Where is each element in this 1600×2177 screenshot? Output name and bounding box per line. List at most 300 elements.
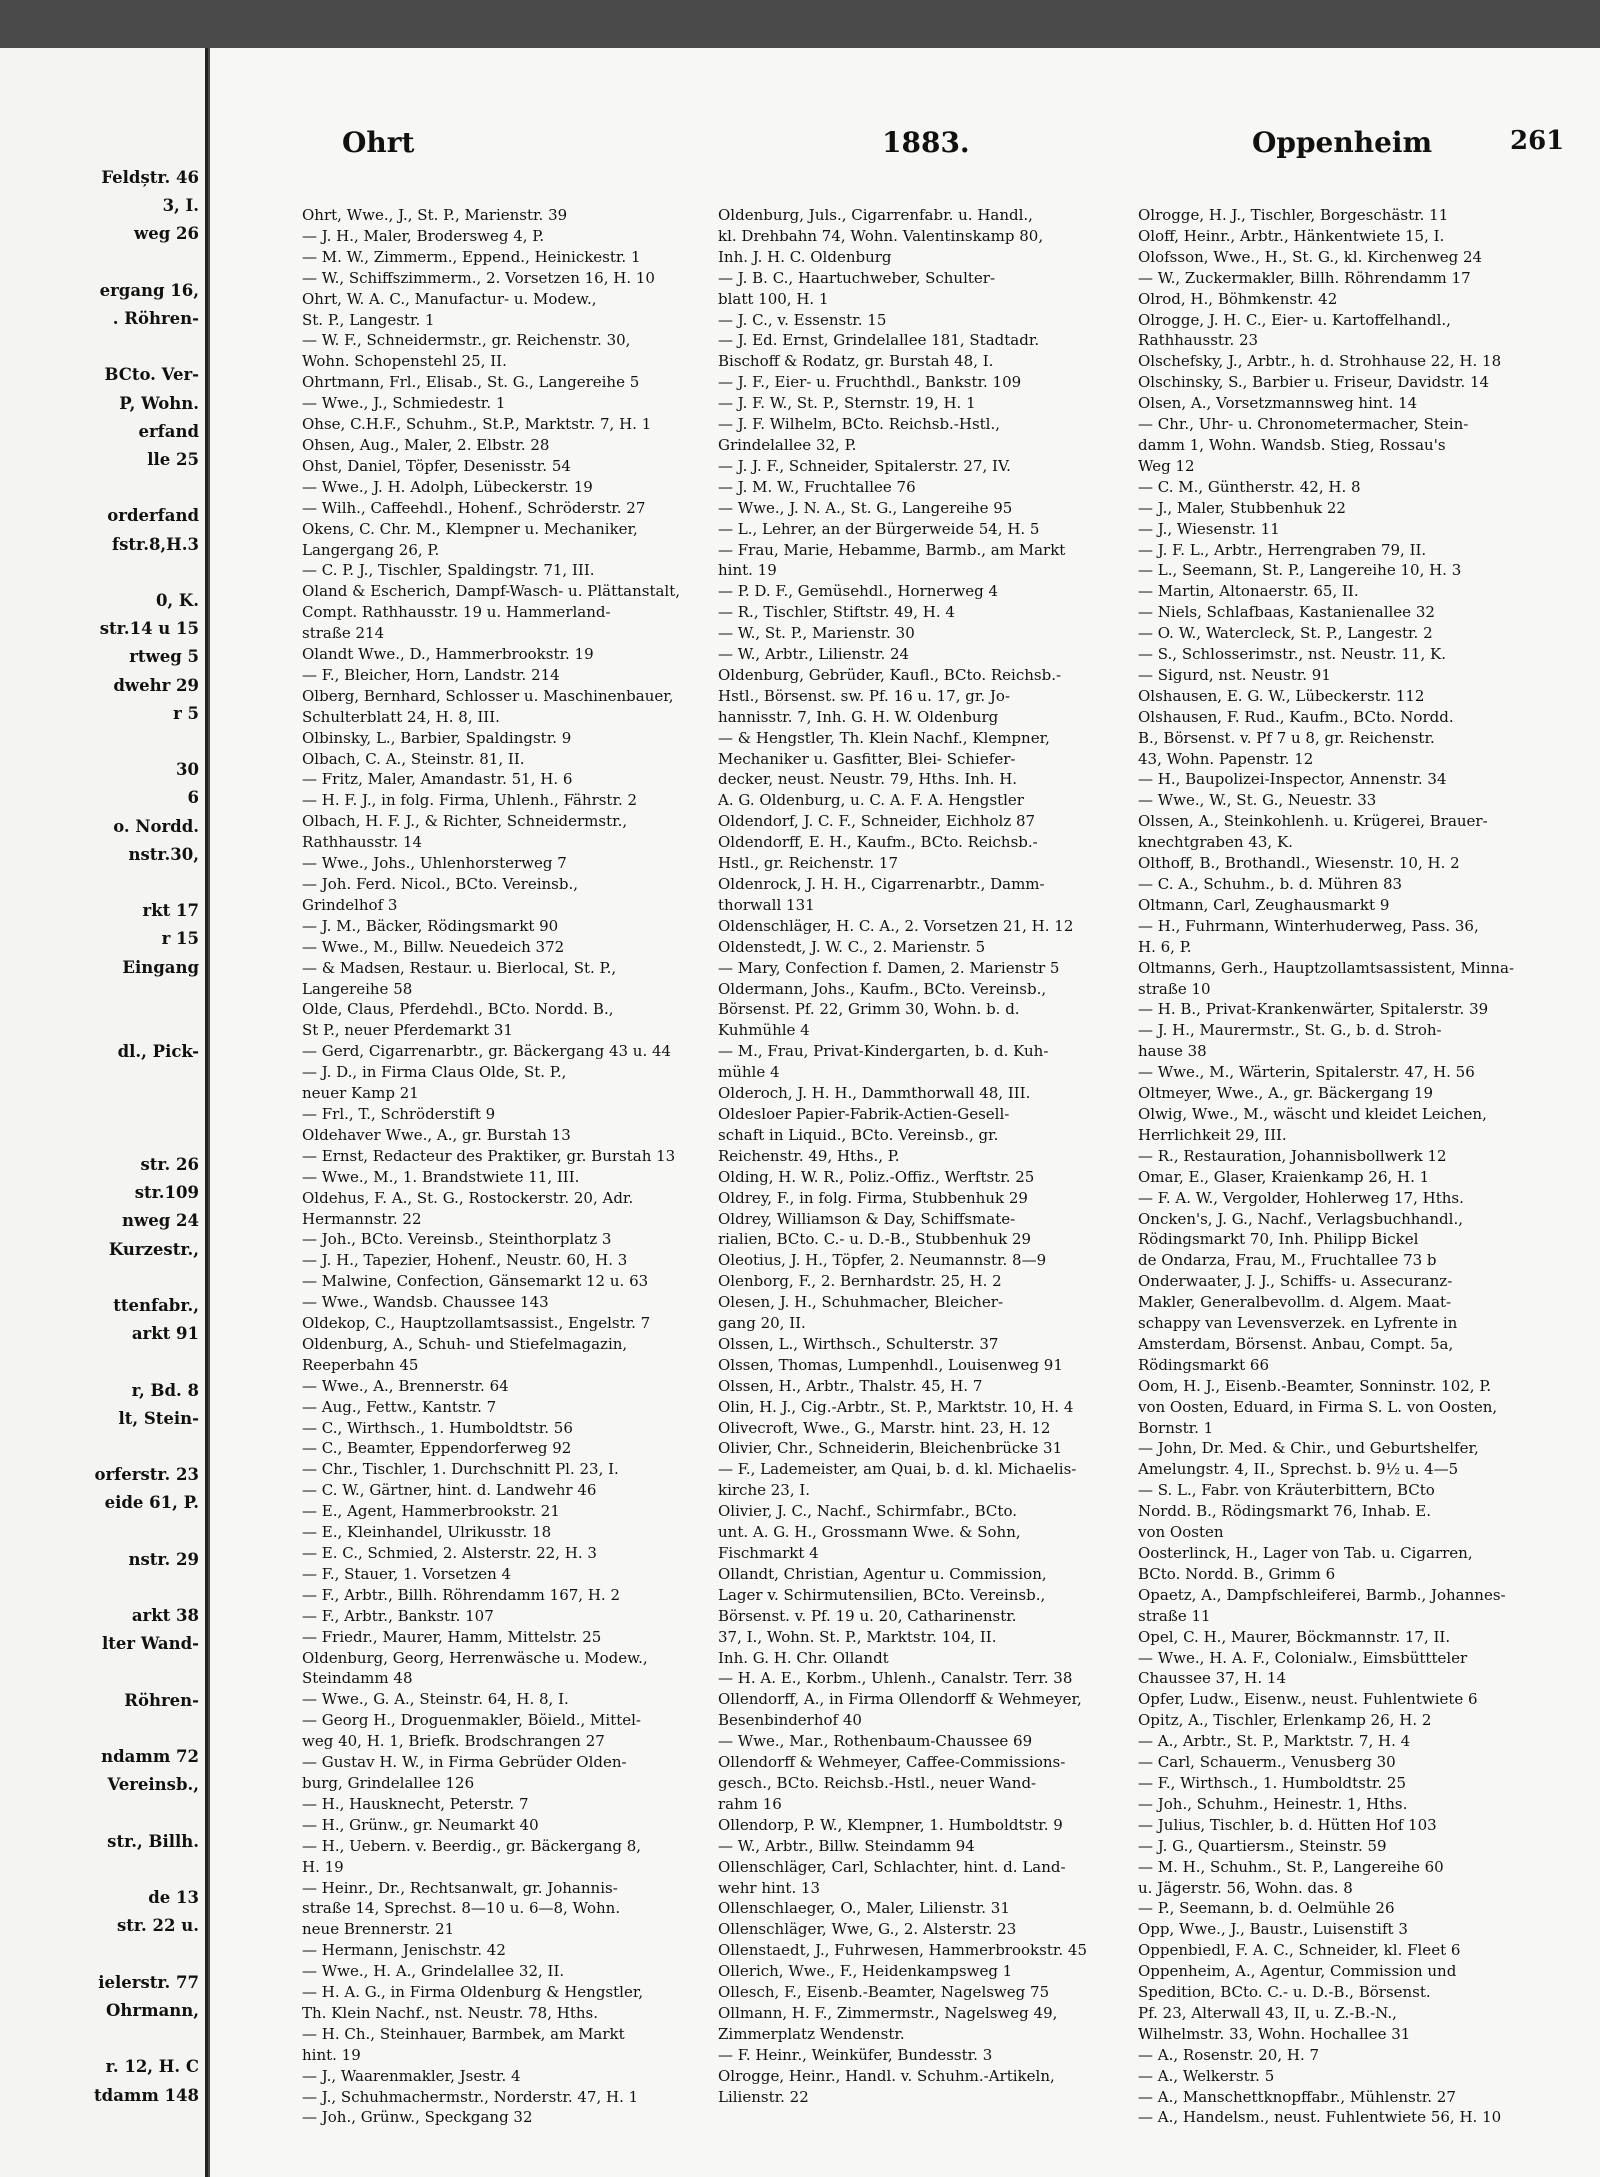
directory-entry-line: — Carl, Schauerm., Venusberg 30 <box>1138 1753 1396 1772</box>
directory-entry-line: — A., Arbtr., St. P., Marktstr. 7, H. 4 <box>1138 1732 1411 1751</box>
directory-entry-line: Olsen, A., Vorsetzmannsweg hint. 14 <box>1138 394 1418 413</box>
directory-entry-line: — Joh., Schuhm., Heinestr. 1, Hths. <box>1138 1794 1408 1813</box>
column-3 <box>1138 205 1578 2127</box>
directory-entry-line: Olderoch, J. H. H., Dammthorwall 48, III. <box>718 1084 1031 1103</box>
directory-entry-line: — Sigurd, nst. Neustr. 91 <box>1138 665 1331 684</box>
directory-entry-line: Pf. 23, Alterwall 43, II, u. Z.-B.-N., <box>1138 2003 1397 2022</box>
directory-entry-line: mühle 4 <box>718 1063 780 1082</box>
directory-entry-line: Oncken's, J. G., Nachf., Verlagsbuchhandl., <box>1138 1209 1463 1228</box>
directory-entry-line: — O. W., Watercleck, St. P., Langestr. 2 <box>1138 624 1433 643</box>
page-header <box>210 126 1600 166</box>
directory-entry-line: Ollenstaedt, J., Fuhrwesen, Hammerbrookstr. 45 <box>718 1941 1087 1960</box>
directory-entry-line: von Oosten <box>1138 1523 1224 1542</box>
directory-entry-line: Ohrt, Wwe., J., St. P., Marienstr. 39 <box>302 206 568 224</box>
directory-entry-line: Hstl., gr. Reichenstr. 17 <box>718 854 899 873</box>
directory-entry-line: — Wwe., Wandsb. Chaussee 143 <box>302 1293 549 1312</box>
directory-entry-line: — L., Lehrer, an der Bürgerweide 54, H. 5 <box>718 519 1040 538</box>
previous-page-fragment: ielerstr. 77 <box>98 1972 199 1992</box>
directory-entry-line: — Wwe., H. A., Grindelallee 32, II. <box>302 1962 565 1981</box>
directory-entry-line: Amsterdam, Börsenst. Anbau, Compt. 5a, <box>1138 1334 1454 1353</box>
directory-entry-line: Langereihe 58 <box>302 979 413 998</box>
column-2 <box>718 205 1143 2106</box>
previous-page-fragment: weg 26 <box>134 224 199 244</box>
directory-entry-line: rahm 16 <box>718 1794 782 1813</box>
directory-entry-line: Oom, H. J., Eisenb.-Beamter, Sonninstr. 102, P. <box>1138 1376 1492 1395</box>
directory-entry-line: straße 214 <box>302 624 385 643</box>
directory-entry-line: Reeperbahn 45 <box>302 1355 419 1374</box>
directory-entry-line: Oland & Escherich, Dampf-Wasch- u. Plättanstalt, <box>302 582 681 601</box>
directory-entry-line: — R., Tischler, Stiftstr. 49, H. 4 <box>718 603 955 622</box>
directory-entry-line: — J. H., Maler, Brodersweg 4, P. <box>302 226 545 245</box>
directory-entry-line: — John, Dr. Med. & Chir., und Geburtshelfer, <box>1138 1439 1479 1458</box>
directory-entry-line: Olde, Claus, Pferdehdl., BCto. Nordd. B., <box>302 1000 614 1019</box>
directory-entry-line: Olrogge, J. H. C., Eier- u. Kartoffelhandl., <box>1138 310 1451 329</box>
directory-entry-line: — S., Schlosserimstr., nst. Neustr. 11, K. <box>1138 645 1446 664</box>
directory-entry-line: straße 11 <box>1138 1606 1211 1625</box>
directory-entry-line: Kuhmühle 4 <box>718 1021 810 1040</box>
directory-entry-line: Oldenschläger, H. C. A., 2. Vorsetzen 21, H. 12 <box>718 916 1074 935</box>
directory-entry-line: St. P., Langestr. 1 <box>302 310 435 329</box>
directory-entry-line: — C. P. J., Tischler, Spaldingstr. 71, III. <box>302 561 595 580</box>
directory-entry-line: B., Börsenst. v. Pf 7 u 8, gr. Reichenstr. <box>1138 728 1435 747</box>
directory-entry-line: straße 10 <box>1138 979 1211 998</box>
directory-entry-line: Oldrey, Williamson & Day, Schiffsmate- <box>718 1209 1016 1228</box>
directory-entry-line: Olthoff, B., Brothandl., Wiesenstr. 10, H. 2 <box>1138 854 1460 873</box>
directory-entry-line: — W., Arbtr., Billw. Steindamm 94 <box>718 1836 975 1855</box>
directory-entry-line: Ollenschlaeger, O., Maler, Lilienstr. 31 <box>718 1899 1010 1918</box>
directory-entry-line: Oldehaver Wwe., A., gr. Burstah 13 <box>302 1125 571 1144</box>
directory-entry-line: — F., Lademeister, am Quai, b. d. kl. Michaelis- <box>718 1460 1077 1479</box>
directory-entry-line: H. 6, P. <box>1138 937 1192 956</box>
directory-entry-line: Oldendorff, E. H., Kaufm., BCto. Reichsb.- <box>718 833 1038 852</box>
directory-entry-line: Ollesch, F., Eisenb.-Beamter, Nagelsweg 75 <box>718 1983 1050 2002</box>
directory-entry-line: — Wwe., Johs., Uhlenhorsterweg 7 <box>302 854 567 873</box>
directory-entry-line: — Joh., Grünw., Speckgang 32 <box>302 2108 533 2127</box>
directory-entry-line: — J., Schuhmachermstr., Norderstr. 47, H. 1 <box>302 2087 639 2106</box>
directory-entry-line: Oleotius, J. H., Töpfer, 2. Neumannstr. 8—9 <box>718 1251 1047 1270</box>
directory-entry-line: Olbach, H. F. J., & Richter, Schneidermstr., <box>302 812 628 831</box>
previous-page-fragment: . Röhren- <box>112 309 199 328</box>
previous-page-fragment: str., Billh. <box>107 1831 199 1851</box>
previous-page-fragment: Kurzestr., <box>108 1239 199 1259</box>
directory-entry-line: straße 14, Sprechst. 8—10 u. 6—8, Wohn. <box>302 1899 621 1918</box>
previous-page-fragment: de 13 <box>148 1888 199 1908</box>
directory-entry-line: Besenbinderhof 40 <box>718 1711 862 1730</box>
directory-entry-line: — Niels, Schlafbaas, Kastanienallee 32 <box>1138 603 1435 622</box>
directory-entry-line: thorwall 131 <box>718 895 815 914</box>
previous-page-fragment: o. Nordd. <box>113 816 199 836</box>
previous-page-fragment: Eingang <box>122 957 199 977</box>
directory-entry-line: — J. C., v. Essenstr. 15 <box>718 310 887 329</box>
directory-entry-line: Reichenstr. 49, Hths., P. <box>718 1146 900 1165</box>
previous-page-fragment: dl., Pick- <box>117 1042 199 1062</box>
directory-entry-line: — M. H., Schuhm., St. P., Langereihe 60 <box>1138 1857 1444 1876</box>
directory-entry-line: Steindamm 48 <box>302 1669 413 1688</box>
directory-entry-line: — J. H., Maurermstr., St. G., b. d. Stroh- <box>1138 1021 1442 1040</box>
directory-entry-line: Olesen, J. H., Schuhmacher, Bleicher- <box>718 1293 1004 1312</box>
directory-entry-line: Nordd. B., Rödingsmarkt 76, Inhab. E. <box>1138 1502 1431 1521</box>
directory-entry-line: — J. B. C., Haartuchweber, Schulter- <box>718 268 996 287</box>
directory-entry-line: damm 1, Wohn. Wandsb. Stieg, Rossau's <box>1138 435 1446 454</box>
directory-entry-line: — J. M., Bäcker, Rödingsmarkt 90 <box>302 916 559 935</box>
previous-page-fragment: arkt 91 <box>131 1324 199 1344</box>
directory-entry-line: Oltmanns, Gerh., Hauptzollamtsassistent, Minna- <box>1138 958 1515 977</box>
directory-entry-line: Oppenbiedl, F. A. C., Schneider, kl. Fleet 6 <box>1138 1941 1461 1960</box>
previous-page-fragment: erfand <box>138 421 199 441</box>
directory-entry-line: — Wilh., Caffeehdl., Hohenf., Schröderstr. 27 <box>302 498 646 517</box>
directory-entry-line: Oldekop, C., Hauptzollamtsassist., Engelstr. 7 <box>302 1314 651 1333</box>
directory-entry-line: — Hermann, Jenischstr. 42 <box>302 1941 506 1960</box>
directory-entry-line: Fischmarkt 4 <box>718 1544 819 1562</box>
directory-entry-line: — J. F. Wilhelm, BCto. Reichsb.-Hstl., <box>718 415 1001 434</box>
directory-entry-line: — J., Wiesenstr. 11 <box>1138 519 1280 538</box>
previous-page-fragment: P, Wohn. <box>119 393 199 413</box>
directory-entry-line: Okens, C. Chr. M., Klempner u. Mechaniker, <box>302 519 638 538</box>
directory-entry-line: — H. Ch., Steinhauer, Barmbek, am Markt <box>302 2024 625 2043</box>
directory-entry-line: — P. D. F., Gemüsehdl., Hornerweg 4 <box>718 582 999 601</box>
directory-entry-line: — Wwe., H. A. F., Colonialw., Eimsbüttteler <box>1138 1648 1468 1667</box>
directory-entry-line: — C., Beamter, Eppendorferweg 92 <box>302 1439 572 1458</box>
directory-entry-line: u. Jägerstr. 56, Wohn. das. 8 <box>1138 1878 1353 1897</box>
directory-entry-line: — Malwine, Confection, Gänsemarkt 12 u. 63 <box>302 1272 649 1291</box>
directory-entry-line: Olschinsky, S., Barbier u. Friseur, Davidstr. 14 <box>1138 373 1490 392</box>
directory-entry-line: Oldenburg, Georg, Herrenwäsche u. Modew., <box>302 1648 648 1667</box>
directory-entry-line: — E., Agent, Hammerbrookstr. 21 <box>302 1502 560 1521</box>
directory-entry-line: — J. M. W., Fruchtallee 76 <box>718 477 916 496</box>
directory-entry-line: — F., Wirthsch., 1. Humboldtstr. 25 <box>1138 1773 1406 1792</box>
directory-entry-line: Oldenrock, J. H. H., Cigarrenarbtr., Damm- <box>718 875 1045 893</box>
directory-entry-line: Inh. G. H. Chr. Ollandt <box>718 1648 889 1667</box>
directory-entry-line: — H. A. E., Korbm., Uhlenh., Canalstr. Terr. 38 <box>718 1669 1073 1688</box>
directory-entry-line: Olshausen, E. G. W., Lübeckerstr. 112 <box>1138 686 1425 705</box>
directory-entry-line: 37, I., Wohn. St. P., Marktstr. 104, II. <box>718 1627 997 1646</box>
directory-entry-line: Olbinsky, L., Barbier, Spaldingstr. 9 <box>302 728 572 747</box>
directory-entry-line: A. G. Oldenburg, u. C. A. F. A. Hengstler <box>718 791 1024 810</box>
directory-entry-line: Compt. Rathhausstr. 19 u. Hammerland- <box>302 603 611 622</box>
directory-entry-line: — H. B., Privat-Krankenwärter, Spitalerstr. 39 <box>1138 1000 1489 1019</box>
directory-entry-line: Bischoff & Rodatz, gr. Burstah 48, I. <box>718 352 994 371</box>
directory-entry-line: Olssen, H., Arbtr., Thalstr. 45, H. 7 <box>718 1376 983 1395</box>
previous-page-fragment: nstr. 29 <box>128 1549 199 1569</box>
directory-entry-line: von Oosten, Eduard, in Firma S. L. von Oosten, <box>1138 1397 1498 1416</box>
directory-entry-line: Oldesloer Papier-Fabrik-Actien-Gesell- <box>718 1104 1010 1123</box>
previous-page-fragment: 0, K. <box>155 591 199 610</box>
directory-entry-line: Olrod, H., Böhmkenstr. 42 <box>1138 289 1338 308</box>
directory-entry-line: Omar, E., Glaser, Kraienkamp 26, H. 1 <box>1138 1167 1430 1186</box>
previous-page-fragment: lle 25 <box>147 450 199 469</box>
directory-entry-line: Rathhausstr. 23 <box>1138 331 1259 350</box>
directory-entry-line: de Ondarza, Frau, M., Fruchtallee 73 b <box>1138 1251 1437 1270</box>
directory-entry-line: Opaetz, A., Dampfschleiferei, Barmb., Johannes- <box>1138 1585 1506 1604</box>
directory-entry-line: kl. Drehbahn 74, Wohn. Valentinskamp 80, <box>718 226 1044 245</box>
directory-entry-line: Opel, C. H., Maurer, Böckmannstr. 17, II. <box>1138 1627 1451 1646</box>
directory-entry-line: — J. D., in Firma Claus Olde, St. P., <box>302 1063 567 1082</box>
header-left-keyword: Ohrt <box>342 126 415 159</box>
directory-entry-line: Oldermann, Johs., Kaufm., BCto. Vereinsb., <box>718 979 1047 998</box>
directory-entry-line: rialien, BCto. C.- u. D.-B., Stubbenhuk 29 <box>718 1230 1032 1249</box>
directory-entry-line: Spedition, BCto. C.- u. D.-B., Börsenst. <box>1138 1983 1431 2002</box>
previous-page-edge <box>0 48 208 2177</box>
directory-entry-line: Olssen, A., Steinkohlenh. u. Krügerei, Brauer- <box>1138 812 1488 831</box>
previous-page-fragment: Ohrmann, <box>106 2001 199 2020</box>
previous-page-fragment: orderfand <box>107 506 199 526</box>
directory-entry-line: — J. H., Tapezier, Hohenf., Neustr. 60, H. 3 <box>302 1251 628 1270</box>
previous-page-fragment: ttenfabr., <box>113 1296 199 1315</box>
directory-entry-line: — H., Grünw., gr. Neumarkt 40 <box>302 1815 539 1834</box>
directory-entry-line: Lager v. Schirmutensilien, BCto. Vereinsb., <box>718 1585 1046 1604</box>
directory-entry-line: — A., Manschettknopffabr., Mühlenstr. 27 <box>1138 2087 1456 2106</box>
directory-entry-line: — C. W., Gärtner, hint. d. Landwehr 46 <box>302 1481 597 1500</box>
previous-page-fragment: arkt 38 <box>131 1606 199 1626</box>
directory-entry-line: neue Brennerstr. 21 <box>302 1920 455 1939</box>
directory-entry-line: — Mary, Confection f. Damen, 2. Marienstr 5 <box>718 958 1060 977</box>
directory-entry-line: — Frau, Marie, Hebamme, Barmb., am Markt <box>718 540 1066 559</box>
directory-entry-line: gesch., BCto. Reichsb.-Hstl., neuer Wand- <box>718 1773 1037 1792</box>
directory-entry-line: — W., Arbtr., Lilienstr. 24 <box>718 645 910 664</box>
directory-entry-line: Opp, Wwe., J., Baustr., Luisenstift 3 <box>1138 1920 1408 1939</box>
directory-entry-line: — R., Restauration, Johannisbollwerk 12 <box>1138 1146 1447 1165</box>
previous-page-fragment: ergang 16, <box>99 280 199 300</box>
previous-page-fragment: Vereinsb., <box>107 1775 199 1795</box>
directory-entry-line: Olivier, Chr., Schneiderin, Bleichenbrücke 31 <box>718 1439 1063 1458</box>
directory-entry-line: unt. A. G. H., Grossmann Wwe. & Sohn, <box>718 1523 1021 1542</box>
directory-entry-line: Weg 12 <box>1138 456 1195 475</box>
previous-page-fragment: str. 26 <box>140 1155 199 1174</box>
directory-entry-line: Rathhausstr. 14 <box>302 833 423 852</box>
directory-entry-line: — Chr., Tischler, 1. Durchschnitt Pl. 23, I. <box>302 1460 619 1479</box>
previous-page-fragment: lt, Stein- <box>118 1408 199 1428</box>
directory-entry-line: — Ernst, Redacteur des Praktiker, gr. Burstah 13 <box>302 1146 676 1165</box>
directory-entry-line: neuer Kamp 21 <box>302 1084 419 1103</box>
directory-entry-line: Langergang 26, P. <box>302 540 440 559</box>
directory-entry-line: — Wwe., A., Brennerstr. 64 <box>302 1376 509 1395</box>
directory-entry-line: Olandt Wwe., D., Hammerbrookstr. 19 <box>302 645 594 664</box>
directory-entry-line: — W. F., Schneidermstr., gr. Reichenstr. 30, <box>302 331 631 350</box>
directory-entry-line: Lilienstr. 22 <box>718 2087 809 2106</box>
directory-entry-line: — Wwe., M., Billw. Neuedeich 372 <box>302 937 565 956</box>
header-year: 1883. <box>882 126 970 159</box>
directory-entry-line: decker, neust. Neustr. 79, Hths. Inh. H. <box>718 770 1018 789</box>
directory-entry-line: Olrogge, Heinr., Handl. v. Schuhm.-Artikeln, <box>718 2066 1055 2085</box>
directory-entry-line: Herrlichkeit 29, III. <box>1138 1125 1287 1144</box>
directory-page <box>210 48 1600 2177</box>
directory-entry-line: hint. 19 <box>718 561 777 580</box>
directory-entry-line: Olenborg, F., 2. Bernhardstr. 25, H. 2 <box>718 1272 1002 1291</box>
previous-page-fragment: rtweg 5 <box>129 647 199 667</box>
directory-entry-line: — H., Uebern. v. Beerdig., gr. Bäckergang 8, <box>302 1836 642 1855</box>
directory-entry-line: Opitz, A., Tischler, Erlenkamp 26, H. 2 <box>1138 1711 1432 1730</box>
directory-entry-line: — J. F. L., Arbtr., Herrengraben 79, II. <box>1138 540 1427 559</box>
directory-entry-line: — F. Heinr., Weinküfer, Bundesstr. 3 <box>718 2045 993 2064</box>
directory-entry-line: Olding, H. W. R., Poliz.-Offiz., Werftstr. 25 <box>718 1167 1035 1186</box>
directory-entry-line: Amelungstr. 4, II., Sprechst. b. 9½ u. 4—5 <box>1138 1460 1459 1479</box>
directory-entry-line: Olschefsky, J., Arbtr., h. d. Strohhause 22, H. 18 <box>1138 352 1502 371</box>
directory-entry-line: Börsenst. v. Pf. 19 u. 20, Catharinenstr. <box>718 1606 1017 1625</box>
previous-page-fragment: eide 61, P. <box>104 1493 199 1513</box>
directory-entry-line: Bornstr. 1 <box>1138 1418 1214 1437</box>
directory-entry-line: wehr hint. 13 <box>718 1878 821 1897</box>
directory-entry-line: Oldendorf, J. C. F., Schneider, Eichholz 87 <box>718 812 1036 831</box>
directory-entry-line: Olberg, Bernhard, Schlosser u. Maschinenbauer, <box>302 686 674 705</box>
previous-page-fragment: str.109 <box>134 1183 199 1203</box>
directory-entry-line: BCto. Nordd. B., Grimm 6 <box>1138 1564 1336 1583</box>
directory-entry-line: — Wwe., M., 1. Brandstwiete 11, III. <box>302 1167 580 1186</box>
directory-entry-line: Grindelhof 3 <box>302 895 398 914</box>
previous-page-fragment: BCto. Ver- <box>104 365 199 385</box>
directory-entry-line: Oltmeyer, Wwe., A., gr. Bäckergang 19 <box>1138 1084 1434 1103</box>
previous-page-fragment: Feldștr. 46 <box>101 168 199 187</box>
directory-entry-line: — E. C., Schmied, 2. Alsterstr. 22, H. 3 <box>302 1544 597 1562</box>
directory-entry-line: — J. Ed. Ernst, Grindelallee 181, Stadtadr. <box>718 331 1040 350</box>
directory-entry-line: — M. W., Zimmerm., Eppend., Heinickestr. 1 <box>302 247 641 266</box>
directory-entry-line: Oldenstedt, J. W. C., 2. Marienstr. 5 <box>718 937 986 956</box>
directory-entry-line: Ohsen, Aug., Maler, 2. Elbstr. 28 <box>302 435 550 454</box>
previous-page-fragment: fstr.8,H.3 <box>112 534 199 554</box>
directory-entry-line: — H., Hausknecht, Peterstr. 7 <box>302 1794 529 1813</box>
directory-entry-line: — J. J. F., Schneider, Spitalerstr. 27, IV. <box>718 456 1011 475</box>
previous-page-fragment: ndamm 72 <box>101 1747 199 1767</box>
directory-entry-line: Ollerich, Wwe., F., Heidenkampsweg 1 <box>718 1962 1013 1981</box>
directory-entry-line: — C., Wirthsch., 1. Humboldtstr. 56 <box>302 1418 573 1437</box>
directory-entry-line: Ohrtmann, Frl., Elisab., St. G., Langereihe 5 <box>302 373 640 392</box>
directory-entry-line: Olofsson, Wwe., H., St. G., kl. Kirchenweg 24 <box>1138 247 1483 266</box>
directory-entry-line: Grindelallee 32, P. <box>718 435 857 454</box>
previous-page-fragment: rkt 17 <box>142 901 199 921</box>
previous-page-fragment: dwehr 29 <box>113 675 199 695</box>
directory-entry-line: Ollenschläger, Wwe, G., 2. Alsterstr. 23 <box>718 1920 1017 1939</box>
previous-page-fragment: orferstr. 23 <box>94 1465 199 1485</box>
directory-entry-line: Ohst, Daniel, Töpfer, Desenisstr. 54 <box>302 456 571 475</box>
directory-entry-line: — C. M., Güntherstr. 42, H. 8 <box>1138 477 1361 496</box>
directory-entry-line: — F., Arbtr., Bankstr. 107 <box>302 1606 494 1625</box>
previous-page-fragment: 6 <box>187 788 199 808</box>
directory-entry-line: Oldenburg, Juls., Cigarrenfabr. u. Handl., <box>718 206 1033 224</box>
directory-entry-line: schappy van Levensverzek. en Lyfrente in <box>1138 1314 1458 1333</box>
directory-entry-line: — H. F. J., in folg. Firma, Uhlenh., Fährstr. 2 <box>302 791 638 810</box>
directory-entry-line: Oldehus, F. A., St. G., Rostockerstr. 20, Adr. <box>302 1188 634 1207</box>
directory-entry-line: — Gustav H. W., in Firma Gebrüder Olden- <box>302 1753 627 1772</box>
directory-entry-line: — A., Welkerstr. 5 <box>1138 2066 1275 2085</box>
directory-entry-line: — E., Kleinhandel, Ulrikusstr. 18 <box>302 1523 552 1542</box>
directory-entry-line: Olssen, Thomas, Lumpenhdl., Louisenweg 91 <box>718 1355 1063 1374</box>
directory-entry-line: weg 40, H. 1, Briefk. Brodschrangen 27 <box>302 1732 605 1751</box>
previous-page-fragment: Röhren- <box>124 1690 199 1710</box>
directory-entry-line: — F. A. W., Vergolder, Hohlerweg 17, Hths. <box>1138 1188 1464 1207</box>
directory-entry-line: — P., Seemann, b. d. Oelmühle 26 <box>1138 1899 1395 1918</box>
directory-entry-line: hannisstr. 7, Inh. G. H. W. Oldenburg <box>718 707 999 726</box>
directory-entry-line: 43, Wohn. Papenstr. 12 <box>1138 749 1314 768</box>
directory-entry-line: Olbach, C. A., Steinstr. 81, II. <box>302 749 525 768</box>
directory-entry-line: — H., Baupolizei-Inspector, Annenstr. 34 <box>1138 770 1447 789</box>
directory-entry-line: — Julius, Tischler, b. d. Hütten Hof 103 <box>1138 1815 1437 1834</box>
directory-entry-line: Mechaniker u. Gasfitter, Blei- Schiefer- <box>718 749 1016 768</box>
directory-entry-line: — H., Fuhrmann, Winterhuderweg, Pass. 36, <box>1138 916 1479 935</box>
directory-entry-line: Olin, H. J., Cig.-Arbtr., St. P., Marktstr. 10, H. 4 <box>718 1397 1074 1416</box>
directory-entry-line: — Wwe., Mar., Rothenbaum-Chaussee 69 <box>718 1732 1033 1751</box>
directory-entry-line: Onderwaater, J. J., Schiffs- u. Assecuranz- <box>1138 1272 1453 1291</box>
previous-page-fragment: 3, I. <box>162 196 199 216</box>
previous-page-fragment: r, Bd. 8 <box>131 1380 199 1400</box>
previous-page-fragment: lter Wand- <box>102 1634 199 1654</box>
directory-entry-line: — Chr., Uhr- u. Chronometermacher, Stein- <box>1138 415 1469 434</box>
directory-entry-line: Oldrey, F., in folg. Firma, Stubbenhuk 29 <box>718 1188 1028 1207</box>
directory-entry-line: Oosterlinck, H., Lager von Tab. u. Cigarren, <box>1138 1544 1473 1562</box>
directory-entry-line: — W., Zuckermakler, Billh. Röhrendamm 17 <box>1138 268 1471 287</box>
directory-entry-line: Hermannstr. 22 <box>302 1209 422 1228</box>
directory-entry-line: — Frl., T., Schröderstift 9 <box>302 1104 496 1123</box>
directory-entry-line: Ollmann, H. F., Zimmermstr., Nagelsweg 49, <box>718 2003 1058 2022</box>
directory-entry-line: — H. A. G., in Firma Oldenburg & Hengstler, <box>302 1983 644 2002</box>
directory-entry-line: Ollendorff, A., in Firma Ollendorff & Wehmeyer, <box>718 1690 1082 1709</box>
directory-entry-line: — Fritz, Maler, Amandastr. 51, H. 6 <box>302 770 573 789</box>
directory-entry-line: Olrogge, H. J., Tischler, Borgeschästr. 11 <box>1138 206 1449 224</box>
directory-entry-line: — Aug., Fettw., Kantstr. 7 <box>302 1397 497 1416</box>
directory-entry-line: Oppenheim, A., Agentur, Commission und <box>1138 1962 1457 1981</box>
directory-entry-line: Ollenschläger, Carl, Schlachter, hint. d. Land- <box>718 1857 1066 1876</box>
directory-entry-line: Zimmerplatz Wendenstr. <box>718 2024 905 2043</box>
directory-entry-line: kirche 23, I. <box>718 1481 811 1500</box>
previous-page-fragment: r 5 <box>173 703 199 723</box>
directory-entry-line: Olssen, L., Wirthsch., Schulterstr. 37 <box>718 1334 999 1353</box>
previous-page-fragment: str.14 u 15 <box>99 619 199 639</box>
directory-entry-line: Inh. J. H. C. Oldenburg <box>718 247 892 266</box>
directory-entry-line: Ollandt, Christian, Agentur u. Commission, <box>718 1564 1047 1583</box>
directory-entry-line: blatt 100, H. 1 <box>718 289 829 308</box>
directory-entry-line: — J., Waarenmakler, Jsestr. 4 <box>302 2066 521 2085</box>
directory-entry-line: Th. Klein Nachf., nst. Neustr. 78, Hths. <box>302 2003 598 2022</box>
directory-entry-line: — F., Bleicher, Horn, Landstr. 214 <box>302 665 560 684</box>
directory-entry-line: Rödingsmarkt 66 <box>1138 1355 1269 1374</box>
previous-page-fragment: tdamm 148 <box>94 2085 199 2105</box>
directory-entry-line: Rödingsmarkt 70, Inh. Philipp Bickel <box>1138 1230 1419 1249</box>
directory-entry-line: — Joh. Ferd. Nicol., BCto. Vereinsb., <box>302 875 579 893</box>
directory-entry-line: Makler, Generalbevollm. d. Algem. Maat- <box>1138 1293 1452 1312</box>
directory-entry-line: Olwig, Wwe., M., wäscht und kleidet Leichen, <box>1138 1104 1487 1123</box>
directory-entry-line: — J. F. W., St. P., Sternstr. 19, H. 1 <box>718 394 976 413</box>
directory-entry-line: — A., Handelsm., neust. Fuhlentwiete 56, H. 10 <box>1138 2108 1502 2127</box>
previous-page-fragment: r. 12, H. C <box>105 2057 199 2077</box>
header-right-keyword: Oppenheim <box>1252 126 1433 159</box>
directory-entry-line: — J. G., Quartiersm., Steinstr. 59 <box>1138 1836 1387 1855</box>
directory-entry-line: — F., Arbtr., Billh. Röhrendamm 167, H. 2 <box>302 1585 620 1604</box>
directory-entry-line: Oltmann, Carl, Zeughausmarkt 9 <box>1138 895 1390 914</box>
directory-entry-line: Börsenst. Pf. 22, Grimm 30, Wohn. b. d. <box>718 1000 1020 1019</box>
directory-entry-line: — M., Frau, Privat-Kindergarten, b. d. Kuh- <box>718 1042 1049 1061</box>
directory-entry-line: Ollendorff & Wehmeyer, Caffee-Commissions- <box>718 1753 1066 1772</box>
previous-page-fragment: r 15 <box>161 929 199 949</box>
previous-page-fragment: str. 22 u. <box>116 1916 199 1936</box>
directory-entry-line: Oldenburg, Gebrüder, Kaufl., BCto. Reichsb.- <box>718 665 1062 684</box>
directory-entry-line: Wohn. Schopenstehl 25, II. <box>302 352 507 371</box>
previous-page-fragment: nstr.30, <box>128 844 199 864</box>
directory-entry-line: Ohrt, W. A. C., Manufactur- u. Modew., <box>302 289 597 308</box>
directory-entry-line: Oldenburg, A., Schuh- und Stiefelmagazin, <box>302 1334 628 1353</box>
page-number: 261 <box>1510 126 1565 156</box>
directory-entry-line: — Wwe., J. H. Adolph, Lübeckerstr. 19 <box>302 477 593 496</box>
directory-entry-line: Ohse, C.H.F., Schuhm., St.P., Marktstr. 7, H. 1 <box>302 415 652 434</box>
directory-entry-line: hause 38 <box>1138 1042 1207 1061</box>
directory-entry-line: — J., Maler, Stubbenhuk 22 <box>1138 498 1346 517</box>
directory-entry-line: — Wwe., G. A., Steinstr. 64, H. 8, I. <box>302 1690 569 1709</box>
directory-entry-line: — C. A., Schuhm., b. d. Mühren 83 <box>1138 875 1403 893</box>
directory-entry-line: Hstl., Börsenst. sw. Pf. 16 u. 17, gr. Jo- <box>718 686 1011 705</box>
directory-entry-line: — Wwe., W., St. G., Neuestr. 33 <box>1138 791 1377 810</box>
directory-entry-line: Oloff, Heinr., Arbtr., Hänkentwiete 15, I. <box>1138 226 1445 245</box>
directory-entry-line: — J. F., Eier- u. Fruchthdl., Bankstr. 109 <box>718 373 1022 392</box>
directory-entry-line: — W., Schiffszimmerm., 2. Vorsetzen 16, H. 10 <box>302 268 655 287</box>
directory-entry-line: — L., Seemann, St. P., Langereihe 10, H. 3 <box>1138 561 1462 580</box>
directory-entry-line: — Gerd, Cigarrenarbtr., gr. Bäckergang 43 u. 44 <box>302 1042 672 1061</box>
